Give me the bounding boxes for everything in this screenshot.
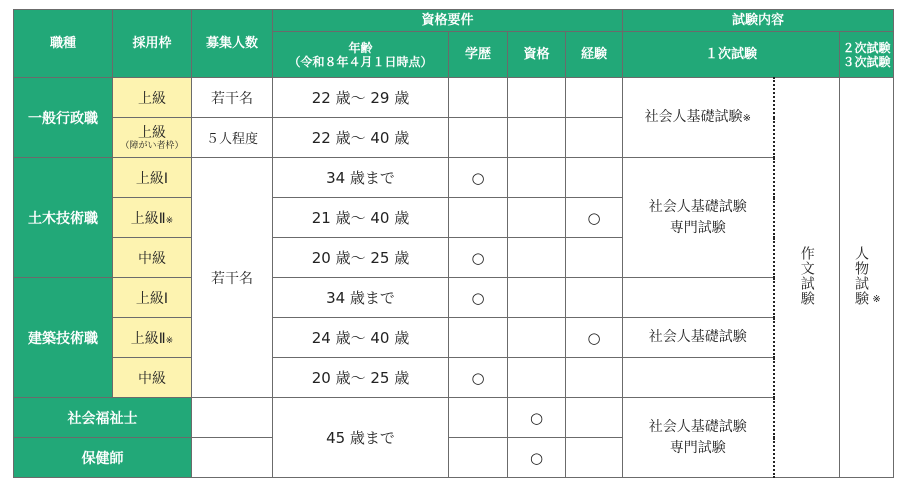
header-exam2: ２次試験	[842, 40, 891, 55]
recruitment-table	[13, 9, 894, 478]
age-doboku-j1: 34 歳まで	[273, 158, 449, 198]
cell-empty	[508, 278, 566, 318]
header-job: 職種	[14, 10, 113, 78]
exam1-kenchiku-j2: 社会人基礎試験	[623, 318, 774, 358]
exam1-doboku-line2: 専門試験	[669, 219, 726, 236]
cell-empty	[566, 118, 623, 158]
waku-jokyu-shogai	[113, 118, 192, 158]
cell-empty	[566, 158, 623, 198]
waku-jokyu-shogai-label: 上級	[138, 124, 166, 141]
age-kenchiku-chu: 20 歳～ 25 歳	[273, 358, 449, 398]
exam1-gyosei	[623, 78, 774, 158]
count-jakkan: 若干名	[192, 78, 273, 118]
age-doboku-chu: 20 歳～ 25 歳	[273, 238, 449, 278]
waku-doboku-jokyu1: 上級Ⅰ	[113, 158, 192, 198]
mark-experience: ○	[566, 198, 623, 238]
exam1-doboku-line1: 社会人基礎試験	[648, 198, 747, 215]
mark-experience: ○	[566, 318, 623, 358]
age-doboku-j2: 21 歳～ 40 歳	[273, 198, 449, 238]
header-education: 学歴	[449, 32, 508, 78]
cell-empty	[508, 158, 566, 198]
count-empty	[192, 438, 273, 478]
job-kenchiku: 建築技術職	[14, 278, 113, 398]
count-empty	[192, 398, 273, 438]
cell-empty	[449, 118, 508, 158]
header-experience: 経験	[566, 32, 623, 78]
waku-doboku-chukyu: 中級	[113, 238, 192, 278]
job-hoken: 保健師	[14, 438, 192, 478]
exam1-fukushi-line2: 専門試験	[669, 439, 726, 456]
cell-empty	[566, 438, 623, 478]
mark-education: ○	[449, 358, 508, 398]
waku-jokyu: 上級	[113, 78, 192, 118]
cell-empty	[566, 78, 623, 118]
waku-jokyu-shogai-note: （障がい者枠）	[120, 140, 184, 151]
essay-exam: 作文試験	[798, 245, 815, 306]
waku-doboku-jokyu2	[113, 198, 192, 238]
interview-note: ※	[871, 293, 883, 306]
job-fukushi: 社会福祉士	[14, 398, 192, 438]
count-jakkan-2: 若干名	[192, 158, 273, 398]
essay-cell	[774, 78, 840, 478]
age-kenchiku-j2: 24 歳～ 40 歳	[273, 318, 449, 358]
mark-license: ○	[508, 438, 566, 478]
interview-exam: 人物試験	[853, 245, 870, 306]
cell-empty	[449, 78, 508, 118]
cell-empty	[449, 398, 508, 438]
exam1-kenchiku-j1	[623, 278, 774, 318]
mark-education: ○	[449, 158, 508, 198]
cell-empty	[566, 278, 623, 318]
job-gyosei: 一般行政職	[14, 78, 113, 158]
header-exam1: １次試験	[623, 32, 840, 78]
header-requirements: 資格要件	[273, 10, 623, 32]
exam1-gyosei-note: ※	[742, 112, 751, 124]
exam1-gyosei-text: 社会人基礎試験	[644, 108, 743, 125]
cell-empty	[449, 438, 508, 478]
exam1-doboku	[623, 158, 774, 278]
header-license: 資格	[508, 32, 566, 78]
cell-empty	[566, 398, 623, 438]
cell-empty	[566, 238, 623, 278]
header-age-label: 年齢	[348, 40, 373, 55]
waku-doboku-jokyu2-note: ※	[165, 215, 174, 226]
header-age-note: （令和８年４月１日時点）	[288, 54, 433, 69]
age-gyosei-shogai: 22 歳～ 40 歳	[273, 118, 449, 158]
exam1-fukushi-line1: 社会人基礎試験	[648, 418, 747, 435]
waku-kenchiku-jokyu2-label: 上級Ⅱ	[130, 330, 166, 347]
header-age	[273, 32, 449, 78]
header-exam-content: 試験内容	[623, 10, 894, 32]
header-exam3: ３次試験	[842, 54, 891, 69]
cell-empty	[508, 238, 566, 278]
cell-empty	[508, 358, 566, 398]
age-fukushi-hoken: 45 歳まで	[273, 398, 449, 478]
cell-empty	[449, 318, 508, 358]
header-waku: 採用枠	[113, 10, 192, 78]
exam1-kenchiku-chu	[623, 358, 774, 398]
age-gyosei-jokyu: 22 歳～ 29 歳	[273, 78, 449, 118]
waku-kenchiku-jokyu2	[113, 318, 192, 358]
header-exam23	[840, 32, 894, 78]
count-five: ５人程度	[192, 118, 273, 158]
mark-education: ○	[449, 278, 508, 318]
waku-kenchiku-jokyu1: 上級Ⅰ	[113, 278, 192, 318]
cell-empty	[566, 358, 623, 398]
cell-empty	[508, 78, 566, 118]
age-kenchiku-j1: 34 歳まで	[273, 278, 449, 318]
job-doboku: 土木技術職	[14, 158, 113, 278]
mark-license: ○	[508, 398, 566, 438]
header-count: 募集人数	[192, 10, 273, 78]
exam1-fukushi	[623, 398, 774, 478]
waku-kenchiku-jokyu2-note: ※	[165, 335, 174, 346]
interview-cell	[840, 78, 894, 478]
cell-empty	[508, 198, 566, 238]
mark-education: ○	[449, 238, 508, 278]
cell-empty	[508, 118, 566, 158]
cell-empty	[508, 318, 566, 358]
waku-doboku-jokyu2-label: 上級Ⅱ	[130, 210, 166, 227]
cell-empty	[449, 198, 508, 238]
waku-kenchiku-chukyu: 中級	[113, 358, 192, 398]
